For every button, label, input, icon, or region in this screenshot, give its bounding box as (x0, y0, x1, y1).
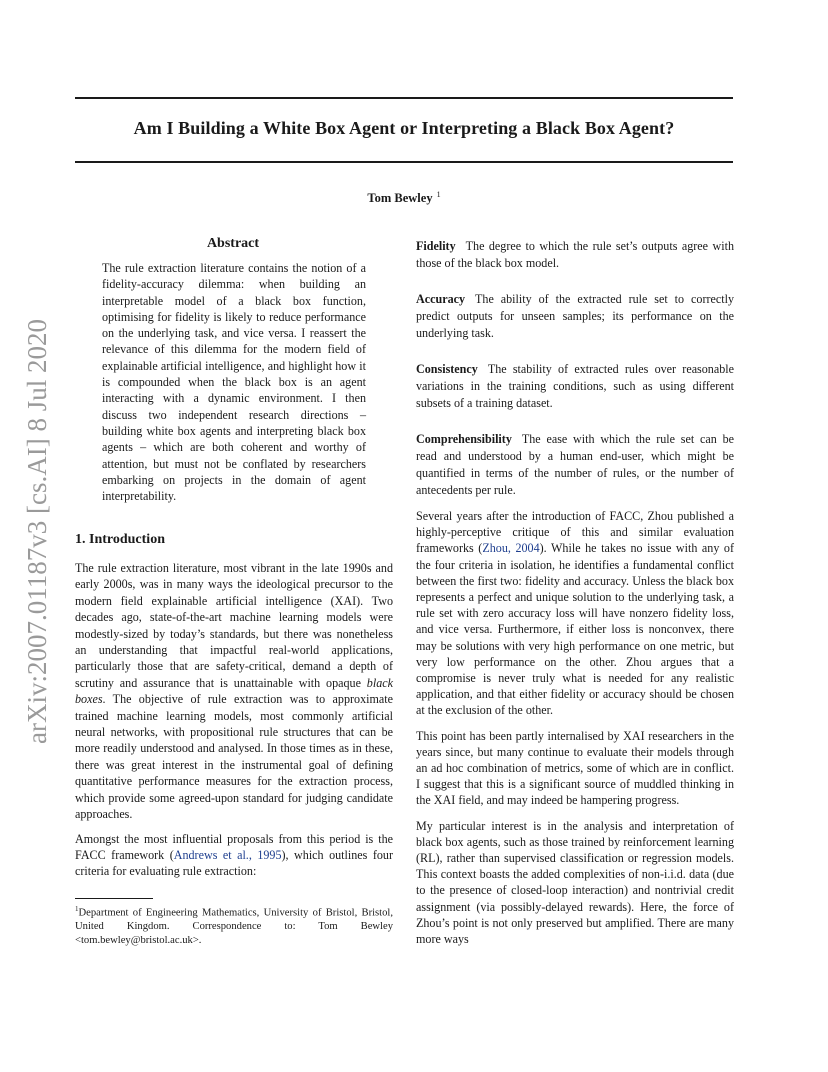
title-rule-top (75, 97, 733, 99)
intro-p1-text-a: The rule extraction literature, most vibrant in the late 1990s and early 2000s, was in many ways the ideological precursor to the modern field explainable artificial intelligence (XAI). Two decades ago, state-of-the-art machine learning models were modestly-sized by today’s standards, but there was nonetheless an understanding that impactful real-world applications, particularly those that are safety-critical, demand a depth of scrutiny and assurance that is unattainable with opaque (75, 561, 393, 690)
criterion-comprehensibility (416, 431, 734, 499)
title-rule-bottom (75, 161, 733, 163)
intro-paragraph-1 (75, 560, 393, 823)
criterion-text: The stability of extracted rules over reasonable variations in the training conditions, such as using different subsets of a training dataset. (416, 362, 734, 410)
footnote-text: Department of Engineering Mathematics, University of Bristol, Bristol, United Kingdom. Correspondence to: Tom Bewley <tom.bewley@bristol.ac.uk>. (75, 907, 393, 946)
right-column (416, 238, 734, 956)
citation-link-zhou[interactable]: Zhou, 2004 (482, 541, 540, 556)
criterion-term: Consistency (416, 362, 478, 376)
intro-p1-emphasis: black boxes (75, 675, 393, 707)
author-footnote-mark: 1 (436, 190, 441, 199)
author-line (75, 190, 733, 206)
right-p1-text-a: Several years after the introduction of FACC, Zhou published a highly-perceptive critique of this and similar evaluation frameworks ( (416, 509, 734, 556)
left-column (75, 560, 393, 888)
paper-title: Am I Building a White Box Agent or Interpreting a Black Box Agent? (133, 118, 675, 138)
footnote-mark: 1 (75, 905, 79, 913)
criterion-text: The degree to which the rule set’s outputs agree with those of the black box model. (416, 239, 734, 270)
right-paragraph-1 (416, 508, 734, 719)
right-paragraph-3: My particular interest is in the analysis and interpretation of black box agents, such as those trained by reinforcement learning (RL), rather than supervised classification or regression models. This context boasts the added complexities of non-i.i.d. data (due to the presence of closed-loop interaction) and nontrivial credit assignment (via possibly-delayed rewards). Here, the force of Zhou’s point is not only preserved but amplified. There are many more ways (416, 818, 734, 947)
abstract-text: The rule extraction literature contains the notion of a fidelity-accuracy dilemma: when building an interpretable model of a black box function, optimising for fidelity is likely to reduce performance on the underlying task, and vice versa. I reassert the relevance of this dilemma for the modern field of explainable artificial intelligence, and highlight how it is compounded when the black box is an agent interacting with a dynamic environment. I then discuss two independent research directions – building white box agents and interpreting black box agents – which are both coherent and worthy of attention, but must not be conflated by researchers embarking on projects in the domain of agent interpretability. (102, 261, 366, 504)
criterion-term: Fidelity (416, 239, 456, 253)
intro-paragraph-2 (75, 831, 393, 880)
intro-p2-text-a: Amongst the most influential proposals from this period is the FACC framework ( (75, 831, 393, 862)
criterion-text: The ease with which the rule set can be read and understood by a human end-user, which might be quantified in terms of the number of rules, or the number of antecedents per rule. (416, 432, 734, 497)
criterion-term: Comprehensibility (416, 432, 512, 446)
abstract-heading: Abstract (206, 236, 260, 251)
right-p1-text-b: ). While he takes no issue with any of the four criteria in isolation, he identifies a fundamental conflict between the first two: fidelity and accuracy. Unless the black box represents a perfect and unique solution to the underlying task, a rule set with zero accuracy loss will have nonzero fidelity loss, and vice versa. Furthermore, if either loss is nonconvex, there may be solutions with very high performance on one metric, but very low performance on the other. Zhou argues that a compromise is never truly what is needed for any realistic application, and that either fidelity or accuracy should be chosen at the exclusion of the other. (416, 541, 735, 718)
citation-link-andrews[interactable]: Andrews et al., 1995 (173, 847, 282, 862)
criterion-consistency (416, 361, 734, 412)
author-name: Tom Bewley (367, 191, 433, 206)
criterion-text: The ability of the extracted rule set to correctly predict outputs for unseen samples; its performance on the underlying task. (416, 292, 734, 340)
intro-p2-text-b: ), which outlines four criteria for evaluating rule extraction: (75, 847, 393, 879)
footnote-rule (75, 898, 153, 899)
criterion-fidelity (416, 238, 734, 272)
footnote (75, 903, 393, 947)
right-paragraph-2: This point has been partly internalised by XAI researchers in the years since, but many continue to evaluate their models through an ad hoc combination of metrics, some of which are in conflict. I suggest that this is a significant source of muddled thinking in the XAI field, and may indeed be hampering progress. (416, 728, 734, 808)
introduction-heading: 1. Introduction (75, 532, 165, 547)
intro-p1-text-b: . The objective of rule extraction was to approximate trained machine learning models, most commonly artificial neural networks, with propositional rule structures that can be more readily understood and analysed. In those times as in these, there was great interest in the instrumental goal of defining quantitative performance measures for the extraction process, which provide some agreed-upon standard for judging candidate approaches. (75, 692, 393, 822)
criterion-accuracy (416, 291, 734, 342)
criterion-term: Accuracy (416, 292, 466, 306)
arxiv-identifier-stamp[interactable]: arXiv:2007.01187v3 [cs.AI] 8 Jul 2020 (22, 319, 52, 744)
